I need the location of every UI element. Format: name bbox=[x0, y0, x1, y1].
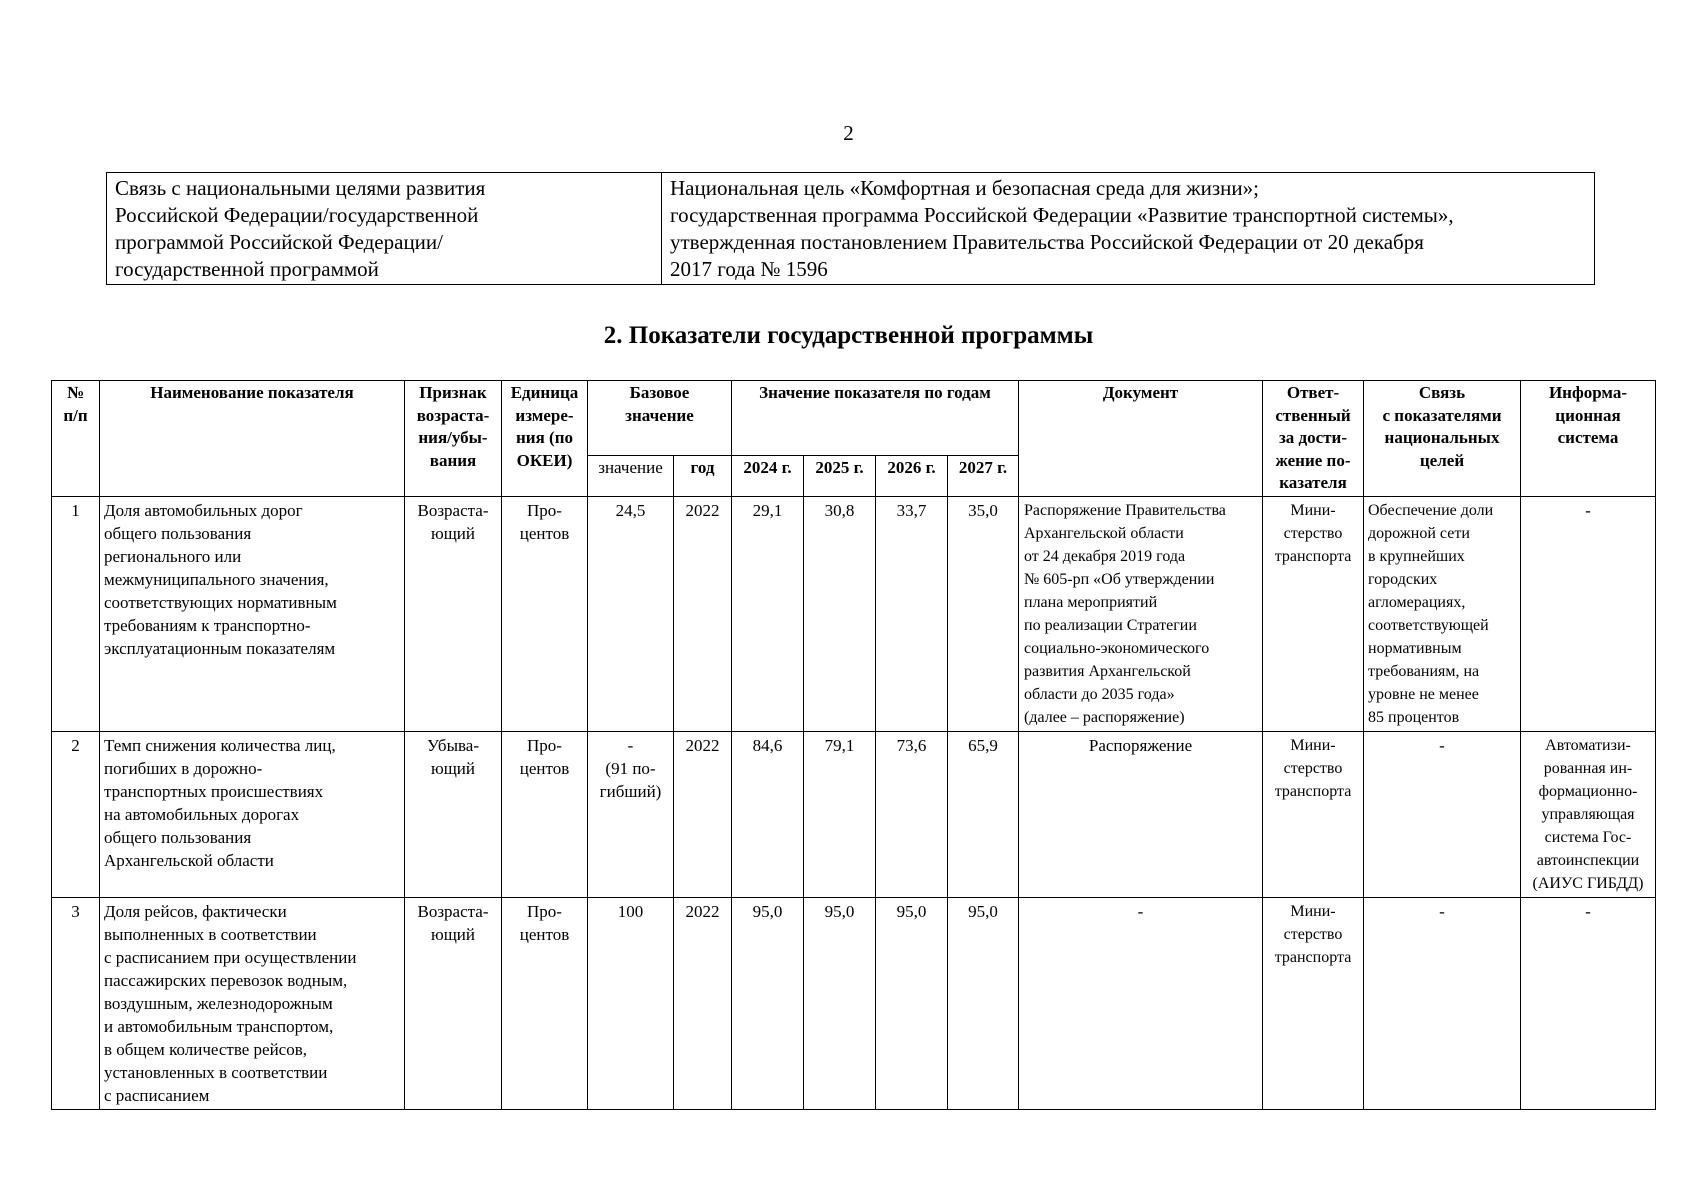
row-indicator-name: Темп снижения количества лиц, погибших в дорожно- транспортных происшествиях на автомобильных дорогах общего пользования Архангельской области bbox=[100, 731, 405, 897]
row-sign: Убыва- ющий bbox=[405, 731, 502, 897]
header-base-value: значение bbox=[588, 456, 674, 496]
row-base-year: 2022 bbox=[674, 496, 732, 731]
header-name: Наименование показателя bbox=[100, 381, 405, 497]
row-national-link: Обеспечение доли дорожной сети в крупнейших городских агломерациях, соответствующей нормативным требованиям, на уровне не менее 85 процентов bbox=[1364, 496, 1521, 731]
row-value-2024: 29,1 bbox=[732, 496, 804, 731]
header-unit: Единица измере- ния (по ОКЕИ) bbox=[502, 381, 588, 497]
header-base: Базовое значение bbox=[588, 381, 732, 456]
row-base-year: 2022 bbox=[674, 897, 732, 1109]
row-value-2024: 84,6 bbox=[732, 731, 804, 897]
row-value-2025: 79,1 bbox=[804, 731, 876, 897]
row-indicator-name: Доля автомобильных дорог общего пользования регионального или межмуниципального значения, соответствующих нормативным требованиям к транспортно- эксплуатационным показателям bbox=[100, 496, 405, 731]
header-years: Значение показателя по годам bbox=[732, 381, 1019, 456]
page-number: 2 bbox=[843, 121, 854, 145]
header-base-year: год bbox=[674, 456, 732, 496]
row-responsible: Мини- стерство транспорта bbox=[1263, 731, 1364, 897]
header-document: Документ bbox=[1019, 381, 1263, 497]
row-info-system: - bbox=[1521, 897, 1656, 1109]
row-document: Распоряжение Правительства Архангельской области от 24 декабря 2019 года № 605-рп «Об утверждении плана мероприятий по реализации Стратегии социально-экономического развития Архангельской области до 2035 года» (далее – распоряжение) bbox=[1019, 496, 1263, 731]
row-num: 3 bbox=[52, 897, 100, 1109]
row-unit: Про- центов bbox=[502, 897, 588, 1109]
indicators-table bbox=[51, 380, 1656, 1110]
row-value-2027: 35,0 bbox=[948, 496, 1019, 731]
row-value-2026: 95,0 bbox=[876, 897, 948, 1109]
row-unit: Про- центов bbox=[502, 731, 588, 897]
header-sign: Признак возраста- ния/убы- вания bbox=[405, 381, 502, 497]
row-info-system: - bbox=[1521, 496, 1656, 731]
header-row-1 bbox=[52, 381, 1656, 456]
row-responsible: Мини- стерство транспорта bbox=[1263, 496, 1364, 731]
national-goals-link-row bbox=[107, 173, 1595, 285]
header-num: № п/п bbox=[52, 381, 100, 497]
row-num: 1 bbox=[52, 496, 100, 731]
header-responsible: Ответ- ственный за дости- жение по- казателя bbox=[1263, 381, 1364, 497]
row-indicator-name: Доля рейсов, фактически выполненных в соответствии с расписанием при осуществлении пассажирских перевозок водным, воздушным, железнодорожным и автомобильным транспортом, в общем количестве рейсов, установленных в соответствии с расписанием bbox=[100, 897, 405, 1109]
row-value-2026: 73,6 bbox=[876, 731, 948, 897]
row-num: 2 bbox=[52, 731, 100, 897]
row-info-system: Автоматизи- рованная ин- формационно- управляющая система Гос- автоинспекции (АИУС ГИБДД) bbox=[1521, 731, 1656, 897]
national-goals-link-table bbox=[106, 172, 1595, 285]
header-info-system: Информа- ционная система bbox=[1521, 381, 1656, 497]
row-national-link: - bbox=[1364, 897, 1521, 1109]
row-responsible: Мини- стерство транспорта bbox=[1263, 897, 1364, 1109]
section-title: 2. Показатели государственной программы bbox=[603, 322, 1094, 349]
header-year-2027: 2027 г. bbox=[948, 456, 1019, 496]
row-base-value: - (91 по- гибший) bbox=[588, 731, 674, 897]
table-row bbox=[52, 731, 1656, 897]
row-value-2024: 95,0 bbox=[732, 897, 804, 1109]
header-national-link: Связь с показателями национальных целей bbox=[1364, 381, 1521, 497]
row-base-value: 100 bbox=[588, 897, 674, 1109]
national-goals-link-value: Национальная цель «Комфортная и безопасная среда для жизни»; государственная программа Российской Федерации «Развитие транспортной системы», утвержденная постановлением Правительства Российской Федерации от 20 декабря 2017 года № 1596 bbox=[662, 173, 1595, 285]
row-document: - bbox=[1019, 897, 1263, 1109]
national-goals-link-label: Связь с национальными целями развития Российской Федерации/государственной программой Российской Федерации/ государственной программой bbox=[107, 173, 662, 285]
header-year-2024: 2024 г. bbox=[732, 456, 804, 496]
row-value-2027: 95,0 bbox=[948, 897, 1019, 1109]
row-value-2025: 95,0 bbox=[804, 897, 876, 1109]
row-value-2025: 30,8 bbox=[804, 496, 876, 731]
row-national-link: - bbox=[1364, 731, 1521, 897]
row-value-2026: 33,7 bbox=[876, 496, 948, 731]
header-year-2025: 2025 г. bbox=[804, 456, 876, 496]
row-base-year: 2022 bbox=[674, 731, 732, 897]
table-row bbox=[52, 897, 1656, 1109]
row-unit: Про- центов bbox=[502, 496, 588, 731]
row-value-2027: 65,9 bbox=[948, 731, 1019, 897]
row-base-value: 24,5 bbox=[588, 496, 674, 731]
table-row bbox=[52, 496, 1656, 731]
row-document: Распоряжение bbox=[1019, 731, 1263, 897]
row-sign: Возраста- ющий bbox=[405, 897, 502, 1109]
header-year-2026: 2026 г. bbox=[876, 456, 948, 496]
row-sign: Возраста- ющий bbox=[405, 496, 502, 731]
